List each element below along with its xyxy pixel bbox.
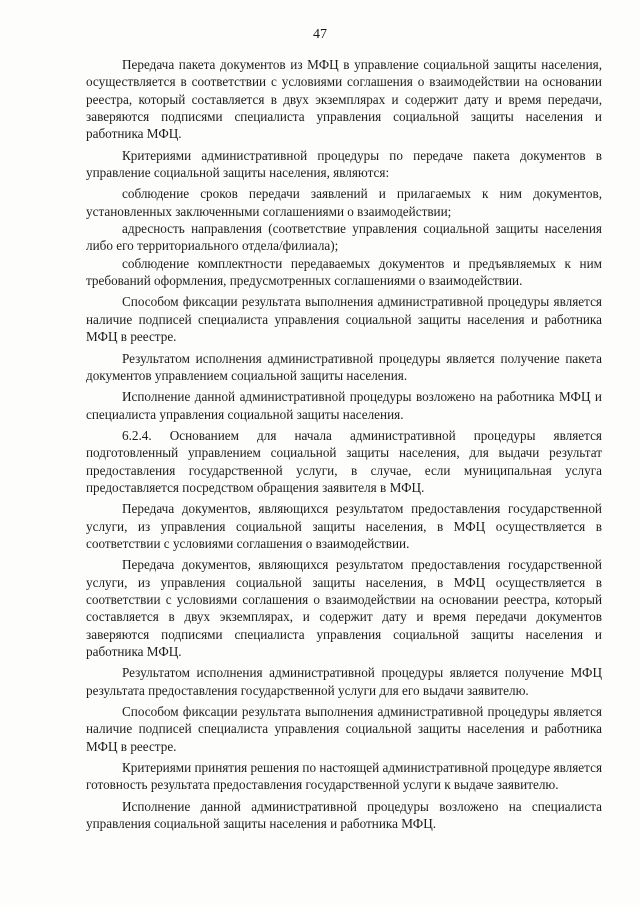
paragraph-responsibility: Исполнение данной административной процедуры возложено на работника МФЦ и специалиста управления социальной защиты населения. [86, 389, 602, 422]
paragraph-decision-criteria: Критериями принятия решения по настоящей административной процедуре является готовность результата предоставления государственной услуги к выдаче заявителю. [86, 760, 603, 793]
page-body [86, 56, 602, 836]
paragraph-criteria-completeness: соблюдение комплектности передаваемых документов и предъявляемых к ним требований оформления, предусмотренных соглашениями о взаимодействии. [86, 255, 602, 289]
paragraph-results-transfer: Передача документов, являющихся результатом предоставления государственной услуги, из управления социальной защиты населения, в МФЦ осуществляется в соответствии с условиями соглашения о взаимодействии. [86, 501, 602, 551]
paragraph-criteria-deadlines: соблюдение сроков передачи заявлений и прилагаемых к ним документов, установленных заключенными соглашениями о взаимодействии; [86, 186, 602, 219]
paragraph-responsibility-2: Исполнение данной административной процедуры возложено на специалиста управления социальной защиты населения и работника МФЦ. [86, 798, 602, 832]
paragraph-procedure-result: Результатом исполнения административной процедуры является получение пакета документов управлением социальной защиты населения. [86, 350, 602, 383]
paragraph-results-transfer-registry: Передача документов, являющихся результатом предоставления государственной услуги, из управления социальной защиты населения, в МФЦ осуществляется в соответствии с условиями соглашения о взаимодействии на основании реестра, который составляется в двух экземплярах, и содержит дату и время передачи документов заверяются подписями специалиста управления социальной защиты населения и работника МФЦ. [86, 557, 602, 659]
paragraph-transfer-package: Передача пакета документов из МФЦ в управление социальной защиты населения, осуществляется в соответствии с условиями соглашения о взаимодействии на основании реестра, который составляется в двух экземплярах и содержит дату и время передачи, заверяются подписями специалиста управления социальной защиты населения и работника МФЦ. [86, 57, 602, 142]
paragraph-fixation-method: Способом фиксации результата выполнения административной процедуры является наличие подписей специалиста управления социальной защиты населения и работника МФЦ в реестре. [86, 294, 602, 345]
page-number: 47 [313, 27, 327, 42]
paragraph-criteria-intro: Критериями административной процедуры по передаче пакета документов в управление социальной защиты населения, являются: [86, 147, 602, 181]
paragraph-result-received: Результатом исполнения административной процедуры является получение МФЦ результата предоставления государственной услуги для его выдачи заявителю. [86, 665, 602, 698]
paragraph-fixation-method-2: Способом фиксации результата выполнения административной процедуры является наличие подписей специалиста управления социальной защиты населения и работника МФЦ в реестре. [86, 704, 602, 754]
paragraph-criteria-addressing: адресность направления (соответствие управления социальной защиты населения либо его территориального отдела/филиала); [86, 221, 602, 254]
paragraph-section-6-2-4: 6.2.4. Основанием для начала административной процедуры является подготовленный управлением социальной защиты населения, для выдачи результат предоставления государственной услуги, в случае, если муниципальная услуга предоставляется посредством обращения заявителя в МФЦ. [86, 427, 602, 495]
